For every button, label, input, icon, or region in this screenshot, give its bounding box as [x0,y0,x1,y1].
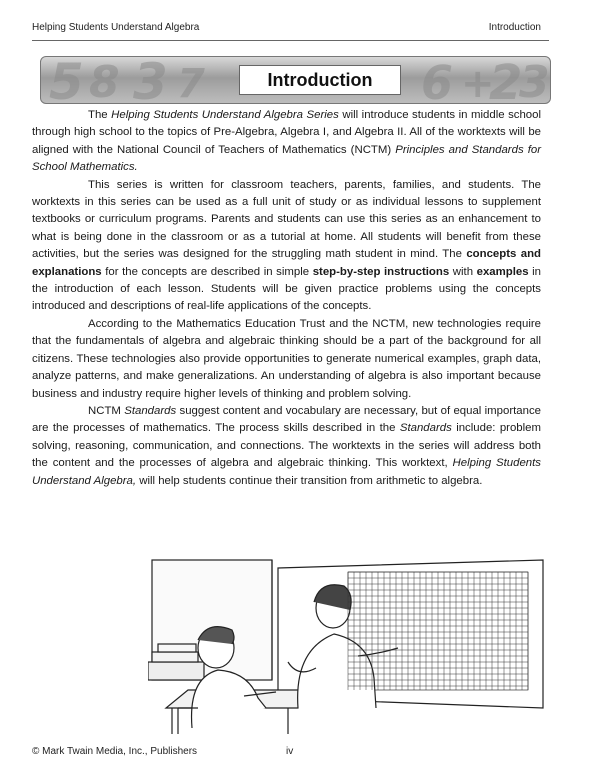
paragraph-2 [32,177,541,316]
header-book-title: Helping Students Understand Algebra [32,22,200,33]
paragraph-3 [32,316,541,403]
body-text [32,107,541,490]
svg-text:3: 3 [519,57,550,103]
text-segment: Standards [399,422,452,435]
teacher-student-graph-board-illustration-icon [148,558,548,734]
text-segment: will introduce students in middle school through high school to the topics of Pre-Algebra, Algebra I, and Algebra II. All of the worktexts will be aligned with the National Council of Teachers of Mathematics (NCTM) [32,109,542,156]
svg-text:5: 5 [49,57,84,103]
footer-publisher: © Mark Twain Media, Inc., Publishers [32,746,198,757]
page-header [32,22,541,33]
text-segment: According to the Mathematics Education Trust and the NCTM, new technologies require that the fundamentals of algebra and algebraic thinking should be a part of the background for all citizens. These technologies also provide opportunities to generate numerical examples, graph data, analyze patterns, and make generalizations. An understanding of algebra is also important because business and industry require higher levels of thinking and problem solving. [32,317,541,400]
svg-text:8: 8 [89,57,120,103]
text-segment: Helping Students Understand Algebra, [32,457,541,487]
text-segment: Helping Students Understand Algebra Series [111,109,339,121]
text-segment: for the concepts are described in simple [101,265,313,278]
text-segment: Standards [124,404,177,417]
section-banner [40,56,551,104]
paragraph-4 [32,403,541,490]
banner-title-box [239,65,401,95]
text-segment: include: problem solving, reasoning, communication, and connections. The worktexts in the series will address both the content and the processes of algebra and algebraic thinking. This worktext, [32,422,541,470]
text-segment: concepts and explanations [32,248,542,278]
text-segment: NCTM [88,404,125,417]
page-footer [32,746,541,757]
classroom-illustration [148,558,548,734]
text-segment: in the introduction of each lesson. Students will be given practice problems using the concepts introduced and descriptions of real-life applications of the concepts. [32,265,542,313]
text-segment: The [88,109,112,121]
page-number: iv [286,746,294,757]
svg-text:+: + [461,61,495,103]
page-title: Introduction [267,69,373,90]
header-section-title: Introduction [488,22,541,33]
text-segment: Principles and Standards for School Mathematics. [32,143,541,174]
text-segment: suggest content and vocabulary are necessary, but of equal importance are the processes of mathematics. The process skills described in the [32,404,541,435]
svg-text:2: 2 [489,57,523,103]
paragraph-1 [32,107,541,177]
header-rule [32,40,549,41]
text-segment: will help students continue their transition from arithmetic to algebra. [136,474,483,487]
text-segment: step-by-step instructions [312,265,450,278]
svg-text:3: 3 [133,57,168,103]
text-segment: with [449,265,477,278]
text-segment: This series is written for classroom teachers, parents, families, and students. The worktexts in this series can be used as a full unit of study or as individual lessons to supplement textbooks or curriculum programs. Parents and students can use this series as an enhancement to what is being done in the classroom or as a tutorial at home. All students will benefit from these activities, but the series was designed for the struggling math student in mind. The [32,178,541,261]
text-segment: examples [476,265,529,278]
svg-text:7: 7 [177,61,205,103]
svg-text:6: 6 [421,57,454,103]
